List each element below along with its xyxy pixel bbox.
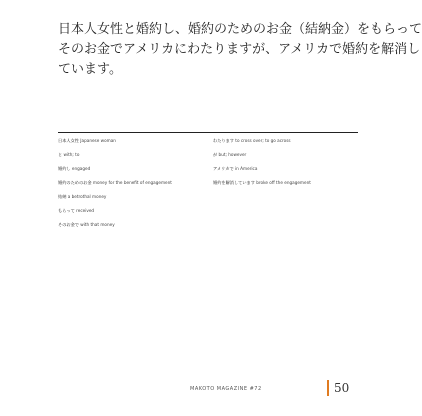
glossary-term: わたります xyxy=(213,138,234,143)
glossary-column-left xyxy=(58,138,203,236)
glossary-entry xyxy=(213,166,358,171)
section-divider xyxy=(58,132,358,133)
reading-passage xyxy=(58,22,422,82)
glossary-entry xyxy=(58,152,203,157)
glossary-gloss: in America xyxy=(235,166,258,171)
glossary-gloss: with that money xyxy=(80,222,115,227)
glossary-entry xyxy=(58,138,203,143)
passage-line-2: そのお金でアメリカにわたりますが、アメリカで婚約を解消し xyxy=(58,42,421,57)
page-number: 50 xyxy=(334,381,350,395)
glossary-gloss: to cross over; to go across xyxy=(235,138,291,143)
glossary-term: アメリカで xyxy=(213,166,234,171)
glossary-entry xyxy=(58,194,203,199)
glossary-gloss: Japanese woman xyxy=(80,138,116,143)
passage-line-3: ています。 xyxy=(58,62,122,77)
glossary-entry xyxy=(213,138,358,143)
glossary-entry xyxy=(213,180,358,185)
passage-line-1: 日本人女性と婚約し、婚約のためのお金（結納金）をもらって xyxy=(58,22,422,37)
glossary-term: 婚約を解消しています xyxy=(213,180,255,185)
glossary-entry xyxy=(58,222,203,227)
glossary-term: 婚約し xyxy=(58,166,71,171)
page-footer xyxy=(0,380,416,400)
glossary-column-right xyxy=(213,138,358,194)
glossary-term: が xyxy=(213,152,218,157)
glossary-gloss: but; however xyxy=(218,152,247,157)
glossary-gloss: money for the benefit of engagement xyxy=(92,180,172,185)
glossary-gloss: broke off the engagement xyxy=(256,180,311,185)
footer-accent-bar xyxy=(327,380,329,396)
glossary-term: もらって xyxy=(58,208,75,213)
glossary-entry xyxy=(58,166,203,171)
glossary-entry xyxy=(213,152,358,157)
glossary-gloss: engaged xyxy=(71,166,91,171)
glossary-entry xyxy=(58,180,203,185)
glossary-term: 日本人女性 xyxy=(58,138,79,143)
glossary-gloss: with; to xyxy=(63,152,80,157)
glossary-gloss: a betrothal money xyxy=(67,194,107,199)
glossary-entry xyxy=(58,208,203,213)
glossary-gloss: received xyxy=(76,208,95,213)
glossary-term: そのお金で xyxy=(58,222,79,227)
glossary-term: と xyxy=(58,152,63,157)
glossary-term: 婚約のためのお金 xyxy=(58,180,92,185)
magazine-title: MAKOTO MAGAZINE #72 xyxy=(190,386,262,392)
glossary-term: 結納 xyxy=(58,194,67,199)
